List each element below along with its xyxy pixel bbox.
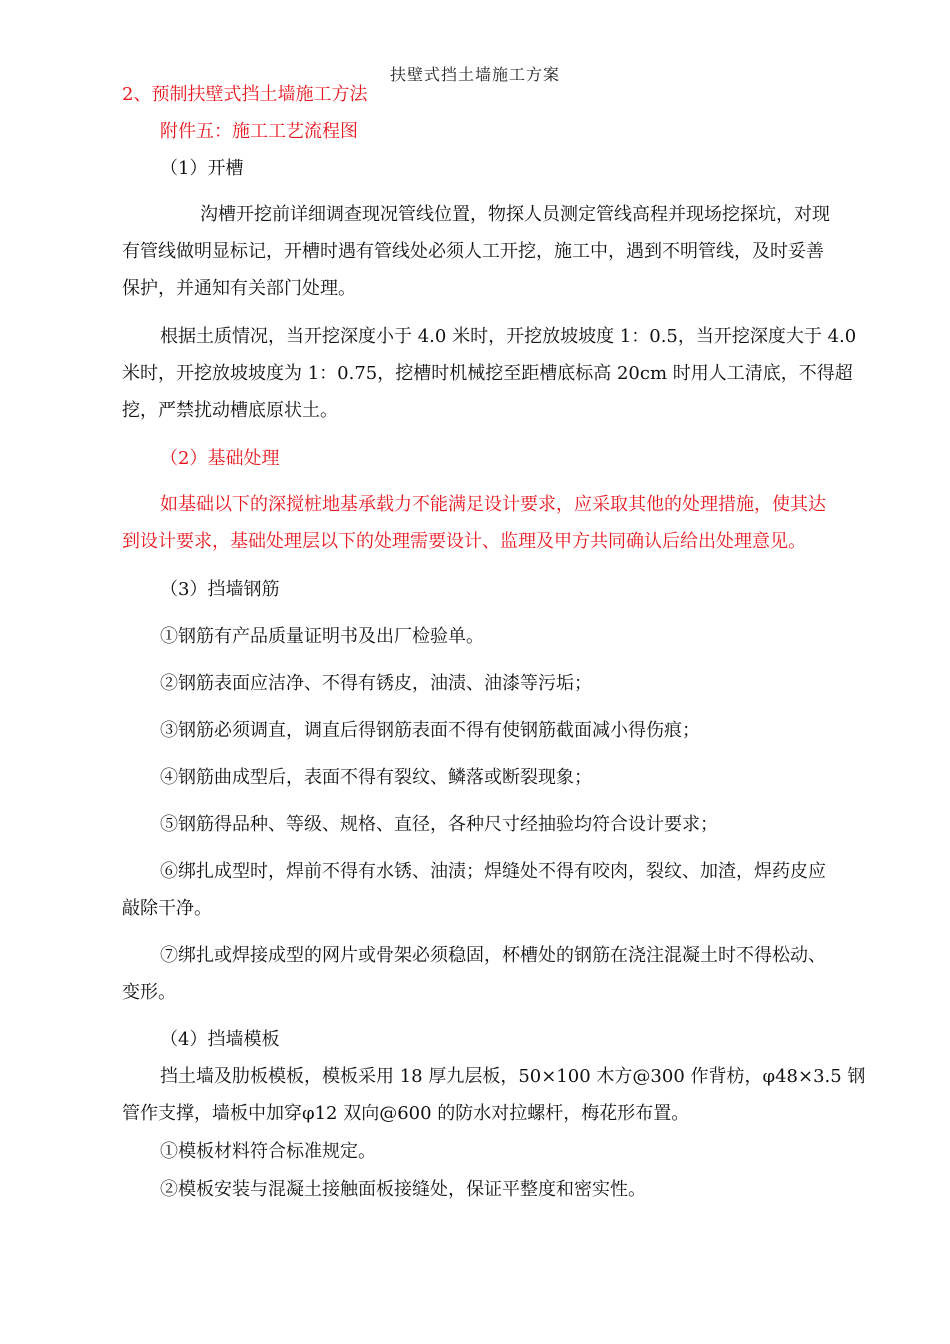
- foundation-line2: 到设计要求，基础处理层以下的处理需要设计、监理及甲方共同确认后给出处理意见。: [122, 531, 806, 552]
- rebar-item-7-line2: 变形。: [122, 982, 176, 1003]
- rebar-item-2: ②钢筋表面应洁净、不得有锈皮，油渍、油漆等污垢；: [160, 673, 592, 694]
- formwork-item-2: ②模板安装与混凝土接触面板接缝处，保证平整度和密实性。: [160, 1179, 646, 1200]
- trench-p2-line1: 根据土质情况，当开挖深度小于 4.0 米时，开挖放坡坡度 1：0.5，当开挖深度大于 4.0: [160, 326, 857, 347]
- trench-p1-line1: 沟槽开挖前详细调查现况管线位置，物探人员测定管线高程并现场挖探坑，对现: [200, 204, 830, 225]
- rebar-item-5: ⑤钢筋得品种、等级、规格、直径，各种尺寸经抽验均符合设计要求；: [160, 814, 718, 835]
- trench-p1-line2: 有管线做明显标记，开槽时遇有管线处必须人工开挖，施工中，遇到不明管线，及时妥善: [122, 241, 824, 262]
- rebar-item-3: ③钢筋必须调直，调直后得钢筋表面不得有使钢筋截面减小得伤痕；: [160, 720, 700, 741]
- trench-p1-line3: 保护，并通知有关部门处理。: [122, 278, 356, 299]
- rebar-item-7-line1: ⑦绑扎或焊接成型的网片或骨架必须稳固，杯槽处的钢筋在浇注混凝土时不得松动、: [160, 945, 826, 966]
- foundation-title: （2）基础处理: [160, 448, 280, 469]
- page-header: 扶壁式挡土墙施工方案: [389, 65, 560, 84]
- trench-title: （1）开槽: [160, 158, 244, 179]
- rebar-title: （3）挡墙钢筋: [160, 579, 280, 600]
- rebar-item-4: ④钢筋曲成型后，表面不得有裂纹、鳞落或断裂现象；: [160, 767, 592, 788]
- attachment-link[interactable]: 附件五：施工工艺流程图: [160, 121, 358, 142]
- rebar-item-6-line2: 敲除干净。: [122, 898, 212, 919]
- section-heading: 2、预制扶壁式挡土墙施工方法: [122, 84, 368, 105]
- trench-p2-line2: 米时，开挖放坡坡度为 1：0.75，挖槽时机械挖至距槽底标高 20cm 时用人工清底，不得超: [122, 363, 853, 384]
- formwork-item-1: ①模板材料符合标准规定。: [160, 1141, 376, 1162]
- foundation-line1: 如基础以下的深搅桩地基承载力不能满足设计要求，应采取其他的处理措施，使其达: [160, 494, 826, 515]
- rebar-item-1: ①钢筋有产品质量证明书及出厂检验单。: [160, 626, 484, 647]
- formwork-p-line2: 管作支撑，墙板中加穿φ12 双向@600 的防水对拉螺杆，梅花形布置。: [122, 1103, 690, 1124]
- formwork-p-line1: 挡土墙及肋板模板，模板采用 18 厚九层板，50×100 木方@300 作背枋，φ48×3.5 钢: [160, 1066, 866, 1087]
- rebar-item-6-line1: ⑥绑扎成型时，焊前不得有水锈、油渍；焊缝处不得有咬肉，裂纹、加渣，焊药皮应: [160, 861, 826, 882]
- formwork-title: （4）挡墙模板: [160, 1029, 280, 1050]
- trench-p2-line3: 挖，严禁扰动槽底原状土。: [122, 400, 338, 421]
